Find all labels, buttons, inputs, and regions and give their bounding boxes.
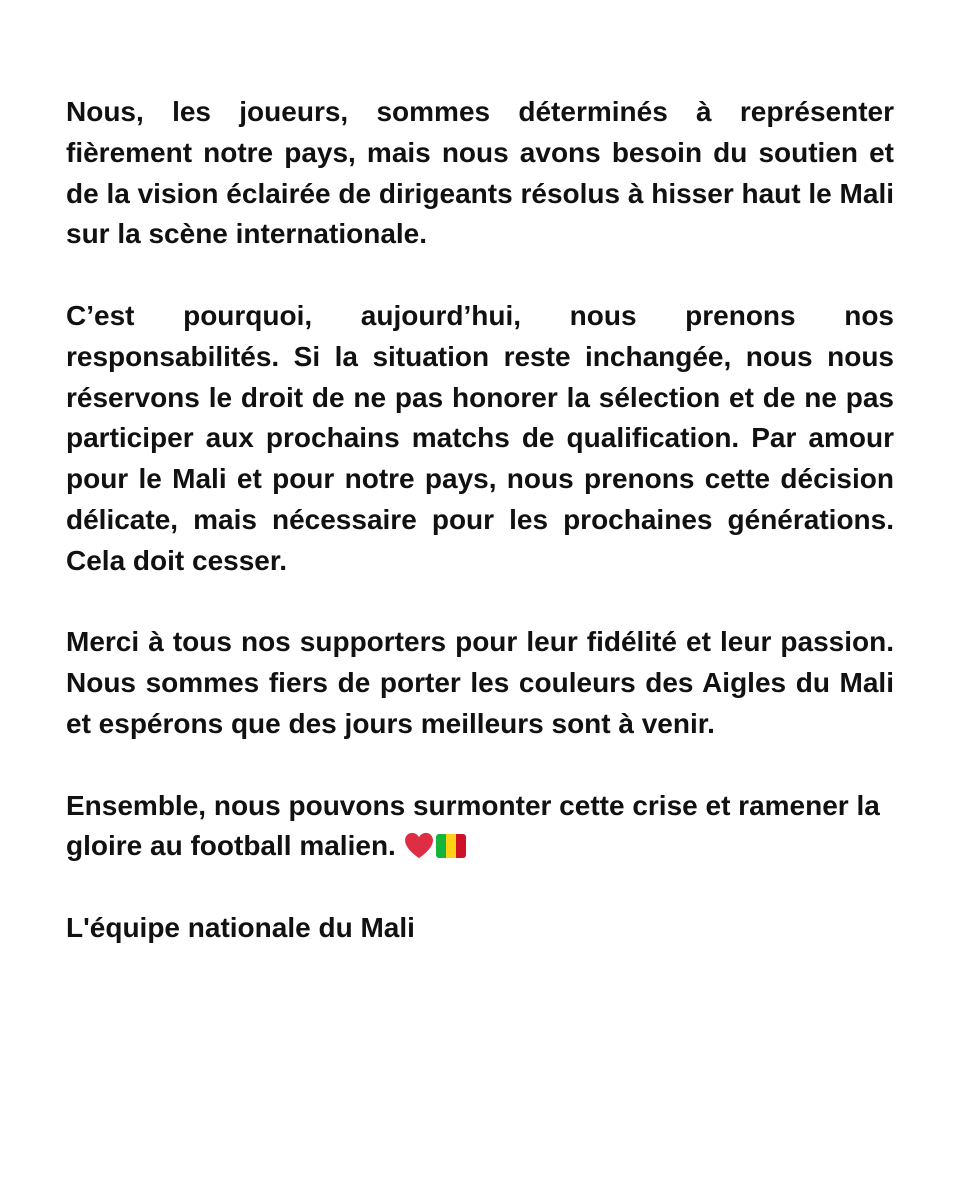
flag-stripe-green xyxy=(436,834,446,858)
statement-document xyxy=(66,92,894,990)
mali-flag-icon xyxy=(436,834,466,858)
paragraph-4 xyxy=(66,786,894,868)
flag-stripe-red xyxy=(456,834,466,858)
signature: L'équipe nationale du Mali xyxy=(66,911,415,943)
heart-icon xyxy=(404,832,434,859)
paragraph-3: Merci à tous nos supporters pour leur fidélité et leur passion. Nous sommes fiers de porter les couleurs des Aigles du Mali et espérons que des jours meilleurs sont à venir. xyxy=(66,626,894,739)
emoji-group xyxy=(404,832,466,859)
paragraph-4-text: Ensemble, nous pouvons surmonter cette crise et ramener la gloire au football malien. xyxy=(66,789,880,862)
paragraph-1: Nous, les joueurs, sommes déterminés à représenter fièrement notre pays, mais nous avons besoin du soutien et de la vision éclairée de dirigeants résolus à hisser haut le Mali sur la scène internationale. xyxy=(66,96,894,250)
paragraph-2: C’est pourquoi, aujourd’hui, nous prenons nos responsabilités. Si la situation reste inchangée, nous nous réservons le droit de ne pas honorer la sélection et de ne pas participer aux prochains matchs de qualification. Par amour pour le Mali et pour notre pays, nous prenons cette décision délicate, mais nécessaire pour les prochaines générations. Cela doit cesser. xyxy=(66,299,894,576)
flag-stripe-yellow xyxy=(446,834,456,858)
